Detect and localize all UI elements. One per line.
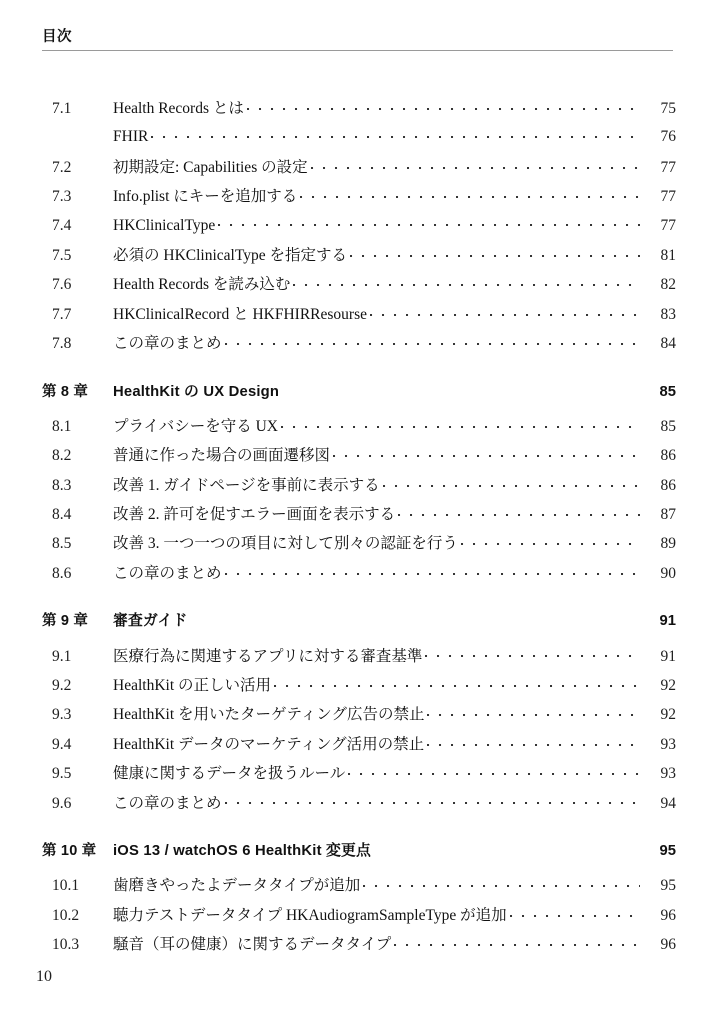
toc-section-number: 7.2: [52, 158, 72, 176]
toc-section-number: 7.6: [52, 276, 72, 294]
toc-section-title: 改善 2. 許可を促すエラー画面を表示する: [113, 506, 396, 524]
toc-section-number: 8.6: [52, 564, 72, 582]
toc-section-number: 9.3: [52, 706, 72, 724]
toc-section-number: 9.6: [52, 794, 72, 812]
chapter-spacer: [0, 590, 722, 609]
toc-section-row[interactable]: [42, 791, 676, 820]
toc-section-title: この章のまとめ: [113, 335, 222, 353]
toc-section-page: 85: [660, 417, 676, 435]
toc-section-row[interactable]: [42, 184, 676, 213]
toc-section-page: 96: [660, 936, 676, 954]
dot-leader: [394, 933, 640, 949]
toc-section-title: Info.plist にキーを追加する: [113, 188, 298, 206]
toc-section-page: 89: [660, 535, 676, 553]
toc-section-row[interactable]: [42, 561, 676, 590]
dot-leader: [348, 762, 640, 778]
toc-section-number: 8.4: [52, 506, 72, 524]
toc-section-page: 95: [660, 877, 676, 895]
toc-section-page: 75: [660, 100, 676, 117]
folio-page-number: 10: [36, 968, 52, 985]
toc-section-page: 83: [660, 305, 676, 323]
dot-leader: [363, 874, 640, 890]
toc-section-row[interactable]: [42, 761, 676, 790]
toc-chapter-row[interactable]: [42, 839, 676, 868]
toc-section-number: 10.1: [52, 877, 80, 895]
toc-section-row[interactable]: [42, 531, 676, 560]
toc-section-row[interactable]: [42, 644, 676, 673]
toc-section-page: 87: [660, 506, 676, 524]
dot-leader: [281, 415, 640, 431]
toc-section-row[interactable]: [42, 214, 676, 243]
dot-leader: [311, 156, 640, 172]
toc-chapter-title: 審査ガイド: [113, 613, 188, 630]
toc-section-number: 9.5: [52, 765, 72, 783]
toc-section-row[interactable]: [42, 673, 676, 702]
toc-section-title: 騒音（耳の健康）に関するデータタイプ: [113, 936, 392, 954]
chapter-spacer: [0, 361, 722, 380]
dot-leader: [218, 214, 640, 230]
toc-section-number: 7.5: [52, 246, 72, 264]
dot-leader: [461, 532, 640, 548]
toc-section-row[interactable]: [42, 873, 676, 902]
toc-section-page: 76: [660, 128, 676, 146]
toc-subentry-row[interactable]: [42, 125, 676, 154]
toc-section-row[interactable]: [42, 414, 676, 443]
toc-section-page: 86: [660, 476, 676, 494]
toc-section-page: 90: [660, 564, 676, 582]
toc-section-page: 77: [660, 158, 676, 176]
toc-section-row[interactable]: [42, 155, 676, 184]
toc-chapter-page: 85: [659, 383, 676, 400]
toc-section-page: 77: [660, 188, 676, 206]
toc-section-row[interactable]: [42, 96, 676, 125]
toc-section-page: 94: [660, 794, 676, 812]
toc-section-title: Health Records を読み込む: [113, 276, 291, 294]
page-title: 目次: [42, 29, 72, 45]
toc-section-title: 必須の HKClinicalType を指定する: [113, 246, 347, 264]
dot-leader: [427, 703, 640, 719]
toc-section-title: 改善 3. 一つ一つの項目に対して別々の認証を行う: [113, 535, 458, 553]
toc-section-page: 93: [660, 765, 676, 783]
toc-section-title: HKClinicalRecord と HKFHIRResourse: [113, 305, 367, 323]
toc-section-row[interactable]: [42, 903, 676, 932]
dot-leader: [293, 273, 640, 289]
dot-leader: [370, 303, 640, 319]
toc-section-row[interactable]: [42, 702, 676, 731]
toc-chapter-number: 第 8 章: [42, 383, 89, 400]
toc-section-number: 7.3: [52, 188, 72, 206]
chapter-spacer: [0, 820, 722, 839]
toc-chapter-page: 95: [659, 842, 676, 859]
toc-section-page: 92: [660, 706, 676, 724]
toc-section-title: Health Records とは: [113, 100, 244, 117]
toc-section-row[interactable]: [42, 473, 676, 502]
toc-section-page: 96: [660, 906, 676, 924]
toc-section-title: 改善 1. ガイドページを事前に表示する: [113, 476, 380, 494]
toc-section-row[interactable]: [42, 302, 676, 331]
table-of-contents: [0, 96, 722, 962]
toc-section-row[interactable]: [42, 732, 676, 761]
toc-section-page: 91: [660, 647, 676, 665]
dot-leader: [225, 332, 640, 348]
toc-chapter-row[interactable]: [42, 380, 676, 409]
dot-leader: [383, 474, 640, 490]
toc-section-page: 77: [660, 216, 676, 234]
toc-section-number: 9.1: [52, 647, 72, 665]
toc-section-title: FHIR: [113, 128, 149, 146]
toc-chapter-row[interactable]: [42, 609, 676, 638]
toc-section-number: 7.4: [52, 216, 72, 234]
toc-section-page: 92: [660, 677, 676, 695]
toc-section-title: 聴力テストデータタイプ HKAudiogramSampleType が追加: [113, 906, 507, 924]
dot-leader: [425, 645, 640, 661]
toc-section-title: HealthKit の正しい活用: [113, 677, 271, 695]
toc-section-page: 93: [660, 735, 676, 753]
toc-section-title: この章のまとめ: [113, 794, 222, 812]
toc-section-title: 普通に作った場合の画面遷移図: [113, 447, 331, 465]
dot-leader: [225, 792, 640, 808]
toc-section-title: 健康に関するデータを扱うルール: [113, 765, 346, 783]
toc-section-page: 86: [660, 447, 676, 465]
dot-leader: [427, 733, 640, 749]
dot-leader: [350, 244, 640, 260]
toc-chapter-title: iOS 13 / watchOS 6 HealthKit 変更点: [113, 842, 372, 859]
dot-leader: [151, 125, 640, 141]
toc-section-title: 歯磨きやったよデータタイプが追加: [113, 877, 361, 895]
toc-section-row[interactable]: [42, 272, 676, 301]
toc-section-title: HKClinicalType: [113, 216, 216, 234]
toc-section-title: この章のまとめ: [113, 564, 222, 582]
toc-section-title: 医療行為に関連するアプリに対する審査基準: [113, 647, 423, 665]
toc-section-number: 7.8: [52, 335, 72, 353]
toc-section-number: 8.5: [52, 535, 72, 553]
dot-leader: [333, 444, 640, 460]
toc-section-number: 10.2: [52, 906, 80, 924]
toc-section-row[interactable]: [42, 443, 676, 472]
toc-section-number: 9.2: [52, 677, 72, 695]
dot-leader: [225, 562, 640, 578]
dot-leader: [510, 904, 640, 920]
toc-section-page: 84: [660, 335, 676, 353]
toc-section-row[interactable]: [42, 243, 676, 272]
dot-leader: [274, 674, 640, 690]
toc-section-title: 初期設定: Capabilities の設定: [113, 158, 308, 176]
header-divider: [42, 50, 673, 51]
toc-section-row[interactable]: [42, 502, 676, 531]
toc-section-number: 10.3: [52, 936, 80, 954]
toc-section-row[interactable]: [42, 932, 676, 961]
toc-chapter-number: 第 10 章: [42, 842, 97, 859]
toc-section-page: 82: [660, 276, 676, 294]
toc-section-page: 81: [660, 246, 676, 264]
dot-leader: [247, 97, 640, 113]
toc-chapter-page: 91: [659, 613, 676, 630]
toc-section-number: 8.3: [52, 476, 72, 494]
toc-section-number: 7.1: [52, 100, 72, 117]
toc-section-row[interactable]: [42, 331, 676, 360]
toc-section-number: 9.4: [52, 735, 72, 753]
toc-section-title: HealthKit データのマーケティング活用の禁止: [113, 735, 425, 753]
toc-chapter-number: 第 9 章: [42, 613, 89, 630]
dot-leader: [398, 503, 640, 519]
dot-leader: [300, 185, 640, 201]
toc-section-title: HealthKit を用いたターゲティング広告の禁止: [113, 706, 425, 724]
toc-section-number: 8.2: [52, 447, 72, 465]
toc-section-number: 8.1: [52, 417, 72, 435]
toc-section-number: 7.7: [52, 305, 72, 323]
page-header: [42, 28, 673, 56]
toc-chapter-title: HealthKit の UX Design: [113, 383, 280, 400]
toc-section-title: プライバシーを守る UX: [113, 417, 278, 435]
